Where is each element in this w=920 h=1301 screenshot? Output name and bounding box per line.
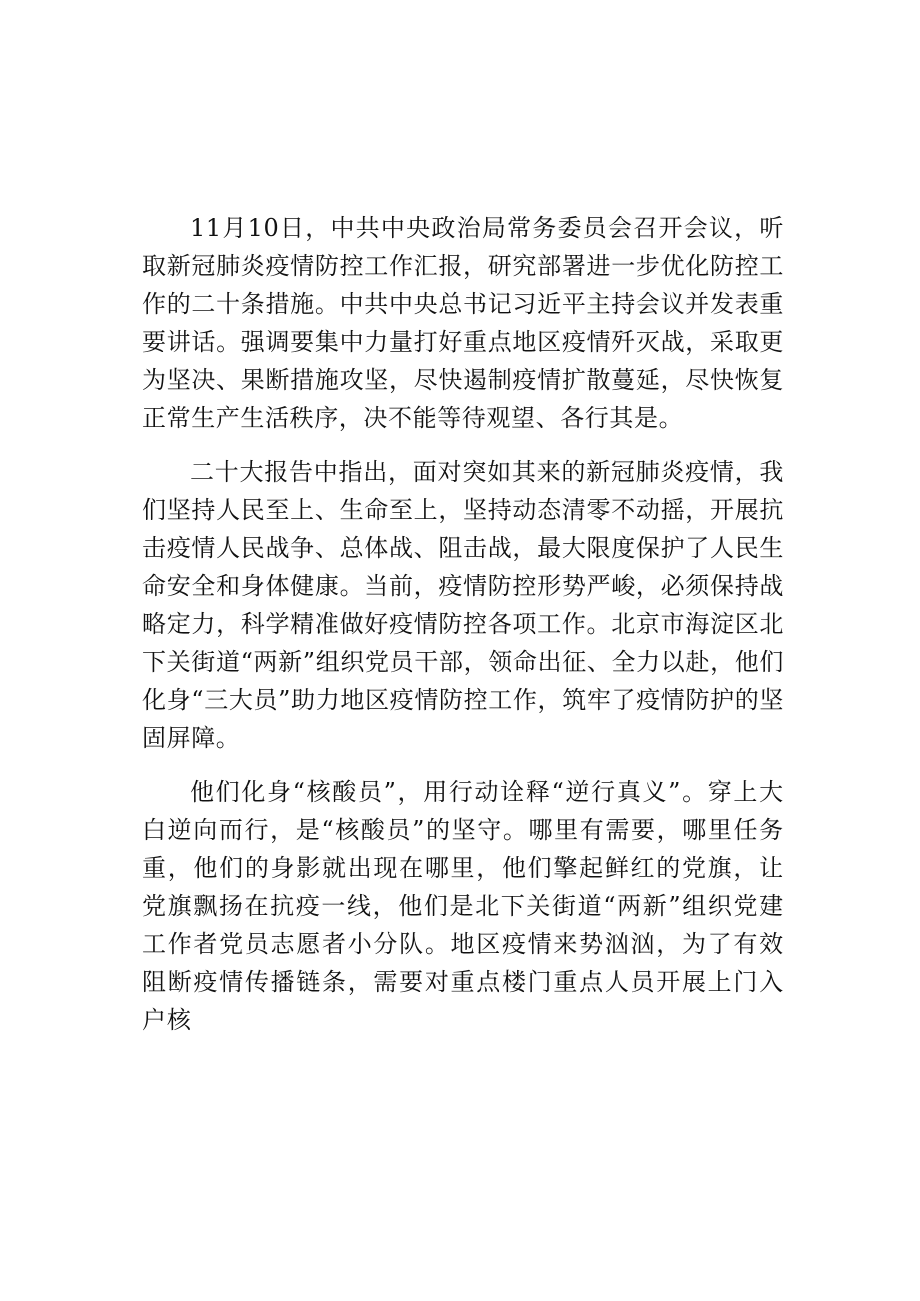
paragraph-2: 二十大报告中指出，面对突如其来的新冠肺炎疫情，我们坚持人民至上、生命至上，坚持动态清零不动摇，开展抗击疫情人民战争、总体战、阻击战，最大限度保护了人民生命安全和身体健康。当前，疫情防控形势严峻，必须保持战略定力，科学精准做好疫情防控各项工作。北京市海淀区北下关街道“两新”组织党员干部，领命出征、全力以赴，他们化身“三大员”助力地区疫情防控工作，筑牢了疫情防护的坚固屏障。 xyxy=(142,458,784,752)
document-body xyxy=(142,209,784,1055)
paragraph-3: 他们化身“核酸员”，用行动诠释“逆行真义”。穿上大白逆向而行，是“核酸员”的坚守。哪里有需要，哪里任务重，他们的身影就出现在哪里，他们擎起鲜红的党旗，让党旗飘扬在抗疫一线，他们是北下关街道“两新”组织党建工作者党员志愿者小分队。地区疫情来势汹汹，为了有效阻断疫情传播链条，需要对重点楼门重点人员开展上门入户核 xyxy=(142,778,784,1034)
paragraph-1: 11月10日，中共中央政治局常务委员会召开会议，听取新冠肺炎疫情防控工作汇报，研究部署进一步优化防控工作的二十条措施。中共中央总书记习近平主持会议并发表重要讲话。强调要集中力量打好重点地区疫情歼灭战，采取更为坚决、果断措施攻坚，尽快遏制疫情扩散蔓延，尽快恢复正常生产生活秩序，决不能等待观望、各行其是。 xyxy=(142,214,784,432)
